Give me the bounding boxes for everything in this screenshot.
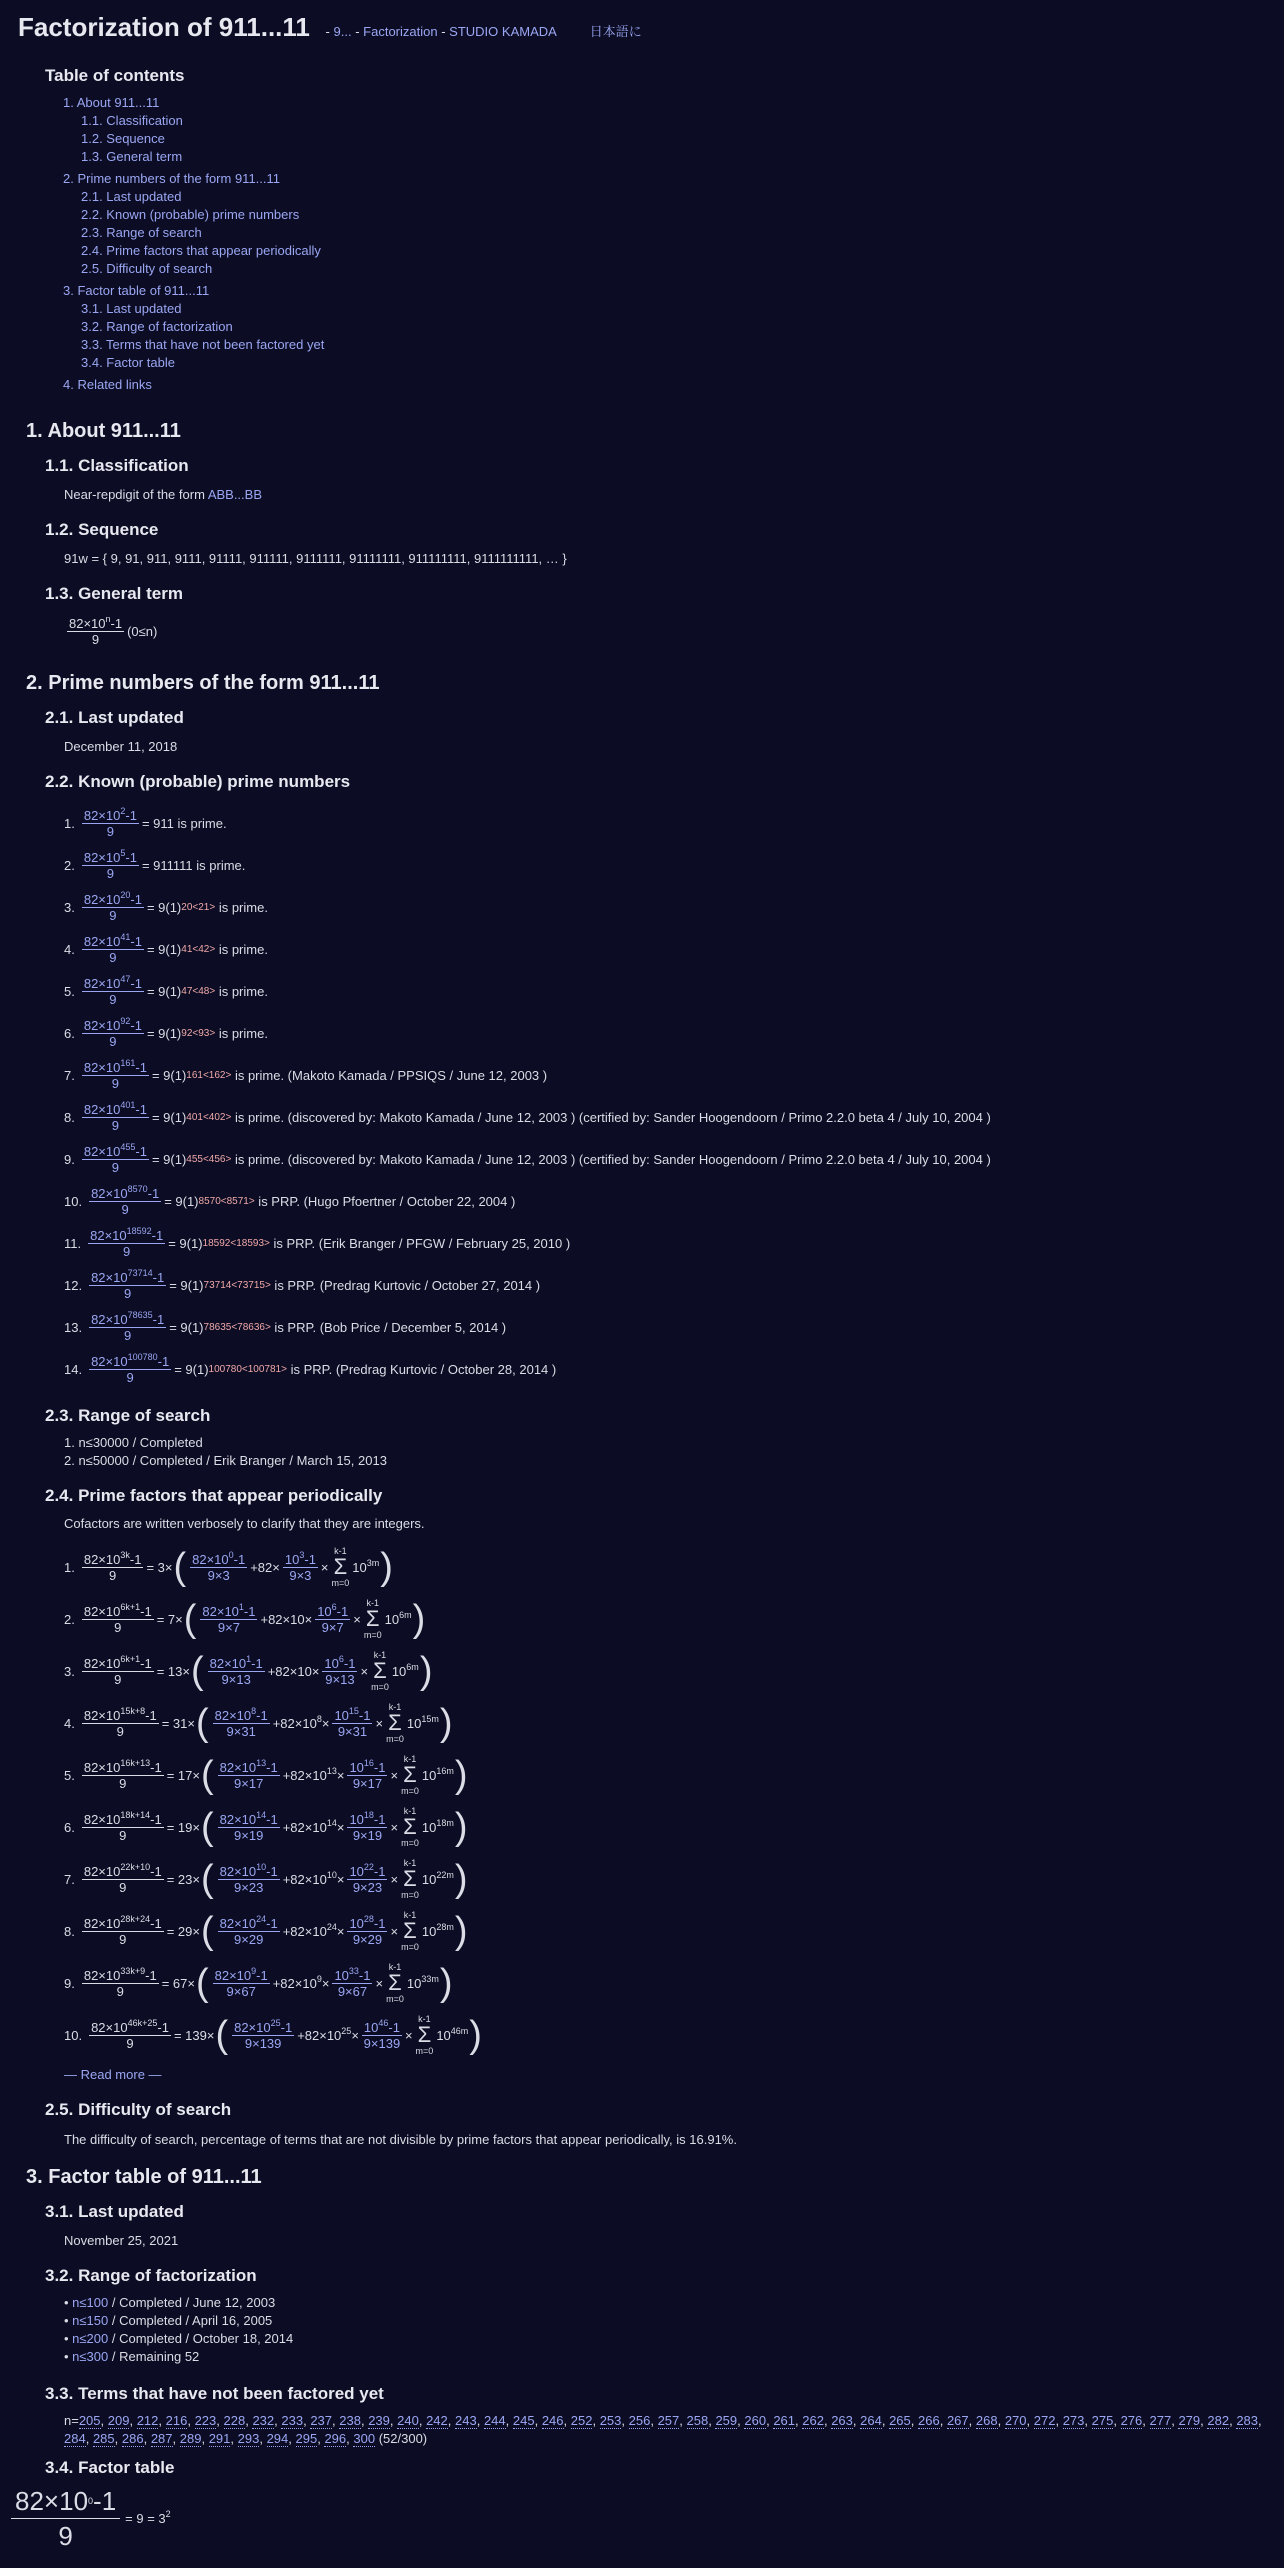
pending-term-link[interactable]: 252 bbox=[570, 2413, 593, 2428]
factor-fraction-link[interactable]: $\frac{82\times 10^{25}-1}{9\times 139}$ bbox=[234, 2017, 293, 2051]
heading-periodic-factors: 2.4. Prime factors that appear periodically bbox=[45, 1486, 383, 1505]
pending-term-link[interactable]: 263 bbox=[831, 2413, 853, 2428]
factor-fraction-link[interactable]: $\frac{10^{18}-1}{9\times 19}$ bbox=[349, 1809, 386, 1843]
prime-item bbox=[64, 1018, 268, 1049]
pending-term-link[interactable]: 243 bbox=[455, 2413, 477, 2428]
prime-item bbox=[64, 1270, 540, 1301]
factor-fraction-link[interactable]: $\frac{10^6-1}{9\times 13}$ bbox=[324, 1653, 356, 1687]
factor-table-first-row bbox=[8, 2484, 171, 2553]
prime-status: is prime. bbox=[215, 984, 268, 999]
pending-term-link[interactable]: 239 bbox=[368, 2413, 390, 2428]
pending-term-link[interactable]: 267 bbox=[946, 2413, 969, 2428]
pending-term-link[interactable]: 216 bbox=[165, 2413, 188, 2428]
fraction: $\frac{82\times 10^{28k+24}-1}{9}$ bbox=[83, 1913, 162, 1947]
toc-link[interactable]: 3. Factor table of 911...11 bbox=[63, 283, 210, 298]
heading-last-updated-primes: 2.1. Last updated bbox=[45, 708, 184, 727]
pending-term-link[interactable]: 237 bbox=[310, 2413, 333, 2428]
repeat-count: 100780<100781> bbox=[208, 1364, 287, 1375]
toc-link[interactable]: 2.5. Difficulty of search bbox=[81, 261, 213, 276]
prime-item bbox=[64, 1354, 556, 1385]
periodic-factor-item: 6. $\frac{82\times 10^{18k+14}-1}{9}$ = 19× ( $\frac{82\times 10^{14}-1}{9\times 19}$ $+82\times 10^{14}\times$ $\frac{10^{18}-1}{9\times 19}$ × k-1 Σ m=0 $10^{18m}$ ) bbox=[64, 1806, 468, 1848]
toc-item bbox=[81, 148, 324, 166]
pending-term-link[interactable]: 296 bbox=[324, 2431, 347, 2446]
repeat-count: 41<42> bbox=[181, 944, 216, 955]
paren-close: ) bbox=[454, 1858, 468, 1900]
list-number: 2. bbox=[64, 858, 75, 873]
paren-open: ( bbox=[183, 1598, 197, 1640]
pending-term-link[interactable]: 232 bbox=[252, 2413, 275, 2428]
pending-term-link[interactable]: 233 bbox=[281, 2413, 304, 2428]
list-number: 13. bbox=[64, 1320, 83, 1335]
toc-item bbox=[81, 242, 324, 260]
factor-fraction-link[interactable]: $\frac{10^{15}-1}{9\times 31}$ bbox=[334, 1705, 371, 1739]
summation-icon: k-1 Σ m=0 bbox=[401, 1858, 419, 1900]
prime-result: = 9(1) bbox=[151, 1152, 187, 1167]
pending-term-link[interactable]: 293 bbox=[237, 2431, 260, 2446]
prime-item bbox=[64, 892, 268, 923]
last-updated-primes: December 11, 2018 bbox=[64, 739, 178, 754]
heading-last-updated-factor: 3.1. Last updated bbox=[45, 2202, 184, 2221]
toc-item bbox=[81, 260, 324, 278]
breadcrumb-link-factorization[interactable]: Factorization bbox=[363, 24, 438, 39]
prime-fraction-link[interactable]: $\frac{82\times 10^{8570}-1}{9}$ bbox=[91, 1184, 160, 1217]
general-term: $\frac{82\times 10^n-1}{9}$ (0≤n) bbox=[69, 614, 158, 647]
toc-link[interactable]: 4. Related links bbox=[63, 377, 152, 392]
paren-close: ) bbox=[469, 2014, 482, 2056]
list-number: 6. bbox=[64, 1026, 75, 1041]
prime-item bbox=[64, 1144, 991, 1175]
pending-term-link[interactable]: 212 bbox=[136, 2413, 159, 2428]
prime-fraction-link[interactable]: $\frac{82\times 10^2-1}{9}$ bbox=[83, 806, 137, 839]
paren-close: ) bbox=[439, 1702, 453, 1744]
factor-fraction-link[interactable]: $\frac{82\times 10^0-1}{9\times 3}$ bbox=[192, 1549, 246, 1583]
fraction: $\frac{82\times 10^{6k+1}-1}{9}$ bbox=[83, 1601, 152, 1635]
pending-term-link[interactable]: 291 bbox=[208, 2431, 231, 2446]
pending-term-link[interactable]: 262 bbox=[802, 2413, 824, 2428]
toc-link[interactable]: 1. About 911...11 bbox=[63, 95, 160, 110]
pending-term-link[interactable]: 223 bbox=[194, 2413, 217, 2428]
prime-fraction-link[interactable]: $\frac{82\times 10^{161}-1}{9}$ bbox=[83, 1058, 147, 1091]
paren-close: ) bbox=[380, 1546, 393, 1588]
toc-item bbox=[81, 354, 324, 372]
factor-fraction-link[interactable]: $\frac{10^{16}-1}{9\times 17}$ bbox=[349, 1757, 386, 1791]
prime-result: = 9(1) bbox=[151, 1110, 187, 1125]
list-number: 3. bbox=[64, 900, 75, 915]
prime-fraction-link[interactable]: $\frac{82\times 10^{47}-1}{9}$ bbox=[83, 974, 142, 1007]
heading-difficulty: 2.5. Difficulty of search bbox=[45, 2100, 232, 2119]
paren-open: ( bbox=[200, 1754, 214, 1796]
prime-result: = 9(1) bbox=[174, 1362, 209, 1377]
pending-term-link[interactable]: 286 bbox=[121, 2431, 144, 2446]
paren-close: ) bbox=[454, 1910, 468, 1952]
pending-term-link[interactable]: 294 bbox=[266, 2431, 289, 2446]
paren-open: ( bbox=[195, 1962, 209, 2004]
prime-status: is prime. (discovered by: Makoto Kamada / June 12, 2003 ) (certified by: Sander Hoogendoorn / Primo 2.2.0 beta 4 / July 10, 2004 ) bbox=[231, 1152, 991, 1167]
factor-fraction-link[interactable]: $\frac{82\times 10^8-1}{9\times 31}$ bbox=[214, 1705, 268, 1739]
list-number: 9. bbox=[64, 1152, 75, 1167]
toc-link[interactable]: 3.4. Factor table bbox=[81, 355, 175, 370]
heading-range-of-factorization: 3.2. Range of factorization bbox=[45, 2266, 257, 2285]
toc-item bbox=[63, 170, 324, 188]
periodic-factor-item: 4. $\frac{82\times 10^{15k+8}-1}{9}$ = 31× ( $\frac{82\times 10^8-1}{9\times 31}$ $+82\times 10^8\times$ $\frac{10^{15}-1}{9\times 31}$ × k-1 Σ m=0 $10^{15m}$ ) bbox=[64, 1702, 453, 1744]
pending-term-link[interactable]: 285 bbox=[92, 2431, 115, 2446]
factor-fraction-link[interactable]: $\frac{82\times 10^9-1}{9\times 67}$ bbox=[214, 1965, 268, 1999]
pending-term-link[interactable]: 246 bbox=[541, 2413, 564, 2428]
pending-term-link[interactable]: 273 bbox=[1062, 2413, 1085, 2428]
list-number: 9. bbox=[64, 1975, 75, 1991]
fraction: $\frac{82\times 10^{18k+14}-1}{9}$ bbox=[83, 1809, 162, 1843]
prime-result: = 911 is prime. bbox=[141, 816, 227, 831]
fraction: $\frac{82\times 10^{33k+9}-1}{9}$ bbox=[83, 1965, 157, 1999]
summation-icon: k-1 Σ m=0 bbox=[401, 1910, 419, 1952]
list-item: • n≤150 / Completed / April 16, 2005 bbox=[64, 2313, 273, 2328]
list-number: 5. bbox=[64, 1767, 75, 1783]
list-number: 3. bbox=[64, 1663, 75, 1679]
repeat-count: 78635<78636> bbox=[203, 1322, 271, 1333]
list-number: 10. bbox=[64, 2027, 83, 2043]
range-of-factorization-list bbox=[64, 2294, 293, 2366]
pending-term-link[interactable]: 244 bbox=[483, 2413, 506, 2428]
prime-result: = 9(1) bbox=[146, 900, 182, 915]
paren-open: ( bbox=[195, 1702, 209, 1744]
list-number: 2. bbox=[64, 1611, 75, 1627]
pending-term-link[interactable]: 295 bbox=[295, 2431, 318, 2446]
list-number: 5. bbox=[64, 984, 75, 999]
prime-item bbox=[64, 976, 268, 1007]
toc-link[interactable]: 1.2. Sequence bbox=[81, 131, 165, 146]
prime-fraction-link[interactable]: $\frac{82\times 10^{100780}-1}{9}$ bbox=[91, 1352, 170, 1385]
prime-item bbox=[64, 1186, 515, 1217]
summation-icon: k-1 Σ m=0 bbox=[371, 1650, 389, 1692]
pending-term-link[interactable]: 289 bbox=[179, 2431, 202, 2446]
pending-term-link[interactable]: 275 bbox=[1091, 2413, 1114, 2428]
toc-link[interactable]: 3.1. Last updated bbox=[81, 301, 182, 316]
list-number: 7. bbox=[64, 1068, 75, 1083]
prime-status: is PRP. (Predrag Kurtovic / October 28, 2014 ) bbox=[286, 1362, 557, 1377]
prime-fraction-link[interactable]: $\frac{82\times 10^5-1}{9}$ bbox=[83, 848, 137, 881]
toc-item bbox=[63, 282, 324, 300]
pending-term-link[interactable]: 283 bbox=[1236, 2413, 1259, 2428]
factor-fraction-link[interactable]: $\frac{82\times 10^{13}-1}{9\times 17}$ bbox=[219, 1757, 278, 1791]
list-item: • n≤200 / Completed / October 18, 2014 bbox=[64, 2331, 294, 2346]
paren-open: ( bbox=[190, 1650, 204, 1692]
toc-link[interactable]: 2.3. Range of search bbox=[81, 225, 202, 240]
heading-sequence: 1.2. Sequence bbox=[45, 520, 159, 539]
prime-fraction-link[interactable]: $\frac{82\times 10^{73714}-1}{9}$ bbox=[91, 1268, 165, 1301]
toc-link[interactable]: 2.1. Last updated bbox=[81, 189, 182, 204]
summation-icon: k-1 Σ m=0 bbox=[401, 1754, 419, 1796]
toc-item bbox=[63, 94, 324, 112]
summation-icon: k-1 Σ m=0 bbox=[386, 1962, 404, 2004]
heading-range-of-search: 2.3. Range of search bbox=[45, 1406, 211, 1425]
factor-fraction-link[interactable]: $\frac{10^3-1}{9\times 3}$ bbox=[284, 1549, 316, 1583]
paren-close: ) bbox=[419, 1650, 433, 1692]
repeat-count: 73714<73715> bbox=[203, 1280, 271, 1291]
pending-term-link[interactable]: 205 bbox=[78, 2413, 101, 2428]
list-item: • n≤100 / Completed / June 12, 2003 bbox=[64, 2295, 276, 2310]
toc-item bbox=[81, 224, 324, 242]
pending-term-link[interactable]: 272 bbox=[1033, 2413, 1056, 2428]
prime-result: = 9(1) bbox=[146, 984, 182, 999]
list-number: 8. bbox=[64, 1110, 75, 1125]
paren-close: ) bbox=[454, 1754, 468, 1796]
heading-classification: 1.1. Classification bbox=[45, 456, 189, 475]
pending-term-link[interactable]: 265 bbox=[889, 2413, 911, 2428]
factor-fraction-link[interactable]: $\frac{82\times 10^{14}-1}{9\times 19}$ bbox=[219, 1809, 278, 1843]
factor-result: = $9 = 3^2$ bbox=[125, 2509, 171, 2526]
pending-term-link[interactable]: 238 bbox=[339, 2413, 361, 2428]
range-link[interactable]: n≤200 bbox=[72, 2331, 109, 2346]
pending-term-link[interactable]: 287 bbox=[150, 2431, 173, 2446]
list-number: 8. bbox=[64, 1923, 75, 1939]
list-item: 2. n≤50000 / Completed / Erik Branger / March 15, 2013 bbox=[64, 1453, 387, 1468]
factor-fraction: $\frac{82\times 10^0-1}{9}$ bbox=[11, 2484, 120, 2553]
prime-item bbox=[64, 850, 245, 881]
toc-link[interactable]: 2.4. Prime factors that appear periodically bbox=[81, 243, 321, 258]
periodic-factor-item: 7. $\frac{82\times 10^{22k+10}-1}{9}$ = 23× ( $\frac{82\times 10^{10}-1}{9\times 23}$ $+82\times 10^{10}\times$ $\frac{10^{22}-1}{9\times 23}$ × k-1 Σ m=0 $10^{22m}$ ) bbox=[64, 1858, 468, 1900]
summation-icon: k-1 Σ m=0 bbox=[401, 1806, 419, 1848]
paren-close: ) bbox=[439, 1962, 453, 2004]
paren-close: ) bbox=[454, 1806, 468, 1848]
paren-close: ) bbox=[412, 1598, 426, 1640]
prime-fraction-link[interactable]: $\frac{82\times 10^{20}-1}{9}$ bbox=[83, 890, 142, 923]
pending-term-link[interactable]: 245 bbox=[512, 2413, 535, 2428]
prime-fraction-link[interactable]: $\frac{82\times 10^{401}-1}{9}$ bbox=[83, 1100, 147, 1133]
prime-result: = 911111 is prime. bbox=[141, 858, 246, 873]
prime-result: = 9(1) bbox=[168, 1236, 203, 1251]
table-of-contents bbox=[45, 66, 324, 394]
list-item: • n≤300 / Remaining 52 bbox=[64, 2349, 200, 2364]
toc-item bbox=[63, 376, 324, 394]
periodic-factor-item: 8. $\frac{82\times 10^{28k+24}-1}{9}$ = 29× ( $\frac{82\times 10^{24}-1}{9\times 29}$ $+82\times 10^{24}\times$ $\frac{10^{28}-1}{9\times 29}$ × k-1 Σ m=0 $10^{28m}$ ) bbox=[64, 1910, 468, 1952]
list-number: 10. bbox=[64, 1194, 83, 1209]
sequence-text: 91w = { 9, 91, 911, 9111, 91111, 911111, 9111111, 91111111, 911111111, 9111111111, … } bbox=[64, 551, 567, 566]
paren-open: ( bbox=[200, 1910, 214, 1952]
repeat-count: 92<93> bbox=[181, 1028, 216, 1039]
pending-term-link[interactable]: 228 bbox=[223, 2413, 246, 2428]
prime-item bbox=[64, 1228, 570, 1259]
fraction: $\frac{82\times 10^{3k}-1}{9}$ bbox=[83, 1549, 142, 1583]
toc-link[interactable]: 3.3. Terms that have not been factored yet bbox=[81, 337, 325, 352]
summation-icon: k-1 Σ m=0 bbox=[415, 2014, 434, 2056]
prime-fraction-link[interactable]: $\frac{82\times 10^{41}-1}{9}$ bbox=[83, 932, 142, 965]
toc-link[interactable]: 3.2. Range of factorization bbox=[81, 319, 233, 334]
prime-status: is PRP. (Erik Branger / PFGW / February 25, 2010 ) bbox=[269, 1236, 571, 1251]
classification-text: Near-repdigit of the form ABB...BB bbox=[64, 487, 263, 502]
toc-heading: Table of contents bbox=[45, 66, 185, 85]
repeat-count: 8570<8571> bbox=[198, 1196, 255, 1207]
factor-fraction-link[interactable]: $\frac{10^{33}-1}{9\times 67}$ bbox=[334, 1965, 371, 1999]
repeat-count: 47<48> bbox=[181, 986, 216, 997]
toc-item bbox=[81, 130, 324, 148]
list-number: 12. bbox=[64, 1278, 83, 1293]
fraction: $\frac{82\times 10^{22k+10}-1}{9}$ bbox=[83, 1861, 162, 1895]
section-prime-numbers: 2. Prime numbers of the form 911...11 bbox=[26, 672, 380, 694]
fraction: $\frac{82\times 10^{46k+25}-1}{9}$ bbox=[91, 2017, 169, 2051]
list-number: 14. bbox=[64, 1362, 83, 1377]
periodic-factors-note: Cofactors are written verbosely to clarify that they are integers. bbox=[64, 1516, 425, 1531]
repeat-count: 161<162> bbox=[186, 1070, 232, 1081]
factor-fraction-link[interactable]: $\frac{82\times 10^{24}-1}{9\times 29}$ bbox=[219, 1913, 278, 1947]
pending-term-link[interactable]: 279 bbox=[1178, 2413, 1201, 2428]
prime-status: is prime. bbox=[215, 900, 268, 915]
list-number: 4. bbox=[64, 1715, 75, 1731]
factor-fraction-link[interactable]: $\frac{82\times 10^1-1}{9\times 13}$ bbox=[209, 1653, 263, 1687]
heading-known-primes: 2.2. Known (probable) prime numbers bbox=[45, 772, 351, 791]
prime-fraction-link[interactable]: $\frac{82\times 10^{78635}-1}{9}$ bbox=[91, 1310, 165, 1343]
prime-item bbox=[64, 1102, 991, 1133]
fraction: $\frac{82\times 10^{16k+13}-1}{9}$ bbox=[83, 1757, 162, 1791]
section-factor-table: 3. Factor table of 911...11 bbox=[26, 2166, 262, 2188]
factor-fraction-link[interactable]: $\frac{10^{28}-1}{9\times 29}$ bbox=[349, 1913, 386, 1947]
toc-item bbox=[81, 336, 324, 354]
fraction: $\frac{82\times 10^{6k+1}-1}{9}$ bbox=[83, 1653, 152, 1687]
periodic-factor-item: 3. $\frac{82\times 10^{6k+1}-1}{9}$ = 13× ( $\frac{82\times 10^1-1}{9\times 13}$ +82×10× $\frac{10^6-1}{9\times 13}$ × k-1 Σ m=0 $10^{6m}$ ) bbox=[64, 1650, 433, 1692]
language-link-japanese[interactable]: 日本語に bbox=[589, 24, 642, 39]
heading-not-factored: 3.3. Terms that have not been factored yet bbox=[45, 2384, 384, 2403]
pending-term-link[interactable]: 268 bbox=[975, 2413, 998, 2428]
prime-result: = 9(1) bbox=[151, 1068, 187, 1083]
toc-item bbox=[81, 206, 324, 224]
prime-item bbox=[64, 934, 268, 965]
prime-fraction-link[interactable]: $\frac{82\times 10^{92}-1}{9}$ bbox=[83, 1016, 142, 1049]
list-number: 1. bbox=[64, 1559, 75, 1575]
heading-general-term: 1.3. General term bbox=[45, 584, 183, 603]
pending-term-link[interactable]: 242 bbox=[426, 2413, 448, 2428]
breadcrumb-link-9[interactable]: 9... bbox=[333, 24, 352, 39]
fraction: $\frac{82\times 10^{15k+8}-1}{9}$ bbox=[83, 1705, 157, 1739]
pending-term-link[interactable]: 276 bbox=[1120, 2413, 1143, 2428]
summation-icon: k-1 Σ m=0 bbox=[386, 1702, 404, 1744]
prime-result: = 9(1) bbox=[146, 942, 182, 957]
pending-term-link[interactable]: 266 bbox=[918, 2413, 940, 2428]
toc-link[interactable]: 2. Prime numbers of the form 911...11 bbox=[63, 171, 281, 186]
periodic-factor-item: 5. $\frac{82\times 10^{16k+13}-1}{9}$ = 17× ( $\frac{82\times 10^{13}-1}{9\times 17}$ $+82\times 10^{13}\times$ $\frac{10^{16}-1}{9\times 17}$ × k-1 Σ m=0 $10^{16m}$ ) bbox=[64, 1754, 468, 1796]
repeat-count: 20<21> bbox=[181, 902, 216, 913]
range-link[interactable]: n≤150 bbox=[72, 2313, 109, 2328]
pending-term-link[interactable]: 258 bbox=[686, 2413, 709, 2428]
pending-term-link[interactable]: 209 bbox=[107, 2413, 130, 2428]
prime-fraction-link[interactable]: $\frac{82\times 10^{455}-1}{9}$ bbox=[83, 1142, 147, 1175]
pending-term-link[interactable]: 257 bbox=[657, 2413, 680, 2428]
prime-result: = 9(1) bbox=[164, 1194, 199, 1209]
prime-result: = 9(1) bbox=[169, 1320, 204, 1335]
pending-term-link[interactable]: 253 bbox=[599, 2413, 622, 2428]
pending-term-link[interactable]: 259 bbox=[715, 2413, 738, 2428]
last-updated-factor: November 25, 2021 bbox=[64, 2233, 179, 2248]
prime-result: = 9(1) bbox=[146, 1026, 182, 1041]
prime-fraction-link[interactable]: $\frac{82\times 10^{18592}-1}{9}$ bbox=[90, 1226, 164, 1259]
pending-term-link[interactable]: 240 bbox=[397, 2413, 419, 2428]
difficulty-text: The difficulty of search, percentage of terms that are not divisible by prime factors that appear periodically, is 16.91%. bbox=[64, 2132, 737, 2147]
prime-status: is PRP. (Bob Price / December 5, 2014 ) bbox=[270, 1320, 507, 1335]
repeat-count: 18592<18593> bbox=[202, 1238, 270, 1249]
periodic-factor-item: 1. $\frac{82\times 10^{3k}-1}{9}$ = 3× ( $\frac{82\times 10^0-1}{9\times 3}$ +82× $\frac{10^3-1}{9\times 3}$ × k-1 Σ m=0 $10^{3m}$ ) bbox=[64, 1546, 393, 1588]
heading-factor-table: 3.4. Factor table bbox=[45, 2458, 175, 2477]
prime-status: is PRP. (Predrag Kurtovic / October 27, 2014 ) bbox=[270, 1278, 541, 1293]
paren-open: ( bbox=[215, 2014, 229, 2056]
periodic-factor-item: 10. $\frac{82\times 10^{46k+25}-1}{9}$ = 139× ( $\frac{82\times 10^{25}-1}{9\times 139}$ $+82\times 10^{25}\times$ $\frac{10^{46}-1}{9\times 139}$ × k-1 Σ m=0 $10^{46m}$ ) bbox=[64, 2014, 482, 2056]
periodic-factor-item: 2. $\frac{82\times 10^{6k+1}-1}{9}$ = 7× ( $\frac{82\times 10^1-1}{9\times 7}$ +82×10× $\frac{10^6-1}{9\times 7}$ × k-1 Σ m=0 $10^{6m}$ ) bbox=[64, 1598, 426, 1640]
section-about: 1. About 911...11 bbox=[26, 420, 181, 442]
pending-term-link[interactable]: 284 bbox=[64, 2431, 86, 2446]
factor-fraction-link[interactable]: $\frac{82\times 10^{10}-1}{9\times 23}$ bbox=[219, 1861, 278, 1895]
breadcrumb: - 9... - Factorization - STUDIO KAMADA bbox=[325, 24, 557, 39]
summation-icon: k-1 Σ m=0 bbox=[331, 1546, 350, 1588]
pending-term-link[interactable]: 277 bbox=[1149, 2413, 1172, 2428]
pending-term-link[interactable]: 260 bbox=[744, 2413, 767, 2428]
toc-item bbox=[81, 188, 324, 206]
range-link[interactable]: n≤300 bbox=[72, 2349, 109, 2364]
pending-term-link[interactable]: 282 bbox=[1207, 2413, 1230, 2428]
repeat-count: 455<456> bbox=[186, 1154, 232, 1165]
range-of-search-list bbox=[64, 1434, 387, 1470]
summation-icon: k-1 Σ m=0 bbox=[363, 1598, 382, 1640]
toc-item bbox=[81, 112, 324, 130]
prime-status: is prime. bbox=[215, 1026, 268, 1041]
toc-item bbox=[81, 300, 324, 318]
toc-link[interactable]: 2.2. Known (probable) prime numbers bbox=[81, 207, 300, 222]
toc-link[interactable]: 1.1. Classification bbox=[81, 113, 183, 128]
prime-item bbox=[64, 1060, 547, 1091]
list-number: 1. bbox=[64, 816, 75, 831]
paren-open: ( bbox=[200, 1858, 214, 1900]
list-number: 7. bbox=[64, 1871, 75, 1887]
periodic-factor-item: 9. $\frac{82\times 10^{33k+9}-1}{9}$ = 67× ( $\frac{82\times 10^9-1}{9\times 67}$ $+82\times 10^9\times$ $\frac{10^{33}-1}{9\times 67}$ × k-1 Σ m=0 $10^{33m}$ ) bbox=[64, 1962, 453, 2004]
range-link[interactable]: n≤100 bbox=[72, 2295, 109, 2310]
prime-result: = 9(1) bbox=[169, 1278, 204, 1293]
pending-term-link[interactable]: 264 bbox=[860, 2413, 882, 2428]
list-number: 4. bbox=[64, 942, 75, 957]
header bbox=[18, 12, 642, 43]
classification-link[interactable]: ABB...BB bbox=[207, 487, 263, 502]
repeat-count: 401<402> bbox=[186, 1112, 232, 1123]
paren-open: ( bbox=[173, 1546, 187, 1588]
toc-link[interactable]: 1.3. General term bbox=[81, 149, 183, 164]
list-number: 6. bbox=[64, 1819, 75, 1835]
prime-status: is PRP. (Hugo Pfoertner / October 22, 2004 ) bbox=[254, 1194, 516, 1209]
prime-status: is prime. (Makoto Kamada / PPSIQS / June 12, 2003 ) bbox=[231, 1068, 548, 1083]
list-item: 1. n≤30000 / Completed bbox=[64, 1435, 203, 1450]
list-number: 11. bbox=[64, 1236, 82, 1251]
not-factored-list: n=205, 209, 212, 216, 223, 228, 232, 233, 237, 238, 239, 240, 242, 243, 244, 245, 246, 252, 253, 256, 257, 258, 259, 260, 261, 262, 263, 264, 265, 266, 267, 268, 270, 272, 273, 275, 276, 277, 279, 282, 283, 284, 285, 286, 287, 289, 291, 293, 294, 295, 296, 300 (52/300) bbox=[64, 2413, 1262, 2446]
factor-fraction-link[interactable]: $\frac{10^{22}-1}{9\times 23}$ bbox=[349, 1861, 386, 1895]
factor-fraction-link[interactable]: $\frac{10^{46}-1}{9\times 139}$ bbox=[363, 2017, 401, 2051]
pending-term-link[interactable]: 256 bbox=[628, 2413, 651, 2428]
page-title: Factorization of 911...11 bbox=[18, 12, 310, 42]
read-more-link[interactable]: — Read more — bbox=[64, 2067, 162, 2082]
toc-item bbox=[81, 318, 324, 336]
pending-term-link[interactable]: 300 bbox=[353, 2431, 376, 2446]
factor-fraction-link[interactable]: $\frac{82\times 10^1-1}{9\times 7}$ bbox=[202, 1601, 256, 1635]
pending-term-link[interactable]: 261 bbox=[773, 2413, 796, 2428]
general-term-fraction: $\frac{82\times 10^n-1}{9}$ bbox=[69, 614, 123, 647]
prime-item bbox=[64, 1312, 506, 1343]
factor-fraction-link[interactable]: $\frac{10^6-1}{9\times 7}$ bbox=[317, 1601, 349, 1635]
prime-status: is prime. bbox=[215, 942, 268, 957]
breadcrumb-link-studio-kamada[interactable]: STUDIO KAMADA bbox=[449, 24, 557, 39]
paren-open: ( bbox=[200, 1806, 214, 1848]
prime-status: is prime. (discovered by: Makoto Kamada / June 12, 2003 ) (certified by: Sander Hoogendoorn / Primo 2.2.0 beta 4 / July 10, 2004 ) bbox=[231, 1110, 991, 1125]
prime-item bbox=[64, 808, 227, 839]
pending-term-link[interactable]: 270 bbox=[1004, 2413, 1027, 2428]
